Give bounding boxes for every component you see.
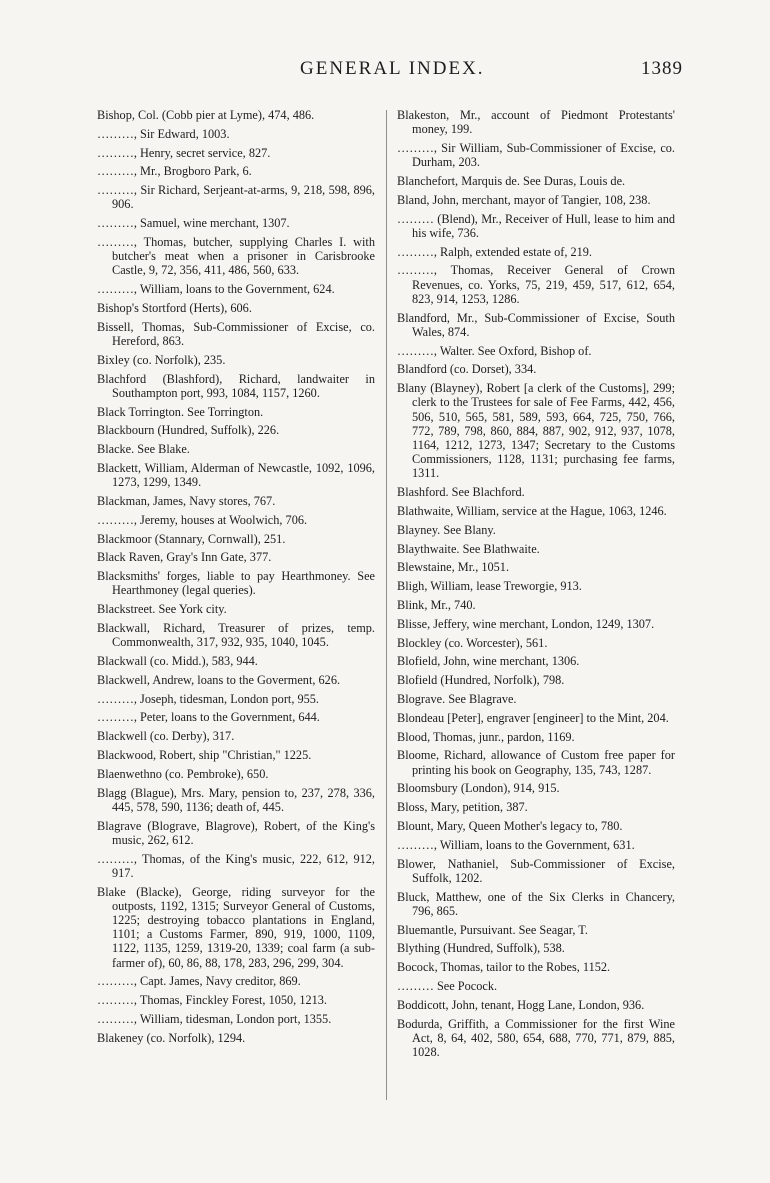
index-entry: ………, Ralph, extended estate of, 219. xyxy=(397,244,592,259)
index-entry: ………, Jeremy, houses at Woolwich, 706. xyxy=(97,512,308,527)
index-entry: Bligh, William, lease Treworgie, 913. xyxy=(397,579,582,594)
index-entry: ………, Sir Edward, 1003. xyxy=(97,126,230,141)
index-entry: ………, Thomas, Finckley Forest, 1050, 1213. xyxy=(97,993,327,1008)
index-entry: Blashford. See Blachford. xyxy=(397,485,525,500)
index-column-right xyxy=(397,108,675,1064)
index-entry: Blofield (Hundred, Norfolk), 798. xyxy=(397,673,565,688)
index-entry: Bixley (co. Norfolk), 235. xyxy=(97,352,226,367)
index-entry: Bocock, Thomas, tailor to the Robes, 1152. xyxy=(397,960,611,975)
index-entry: Blaenwethno (co. Pembroke), 650. xyxy=(97,766,269,781)
column-divider xyxy=(386,110,387,1100)
index-entry: Blood, Thomas, junr., pardon, 1169. xyxy=(397,729,575,744)
index-entry: Bloomsbury (London), 914, 915. xyxy=(397,781,560,796)
index-entry: Bloome, Richard, allowance of Custom free paper for printing his book on Geography, 135, 743, 1287. xyxy=(397,748,675,777)
index-entry: Blondeau [Peter], engraver [engineer] to the Mint, 204. xyxy=(397,710,669,725)
index-entry: Blagg (Blague), Mrs. Mary, pension to, 237, 278, 336, 445, 578, 590, 1136; death of, 445. xyxy=(97,785,375,814)
index-entry: Blink, Mr., 740. xyxy=(397,597,476,612)
page-header xyxy=(0,58,770,88)
index-entry: ……… See Pocock. xyxy=(397,978,498,993)
index-entry: Boddicott, John, tenant, Hogg Lane, London, 936. xyxy=(397,997,645,1012)
index-entry: ………, Walter. See Oxford, Bishop of. xyxy=(397,343,592,358)
index-entry: Bloss, Mary, petition, 387. xyxy=(397,800,528,815)
index-entry: Blograve. See Blagrave. xyxy=(397,691,517,706)
index-entry: ………, Samuel, wine merchant, 1307. xyxy=(97,216,290,231)
index-entry: Bishop, Col. (Cobb pier at Lyme), 474, 486. xyxy=(97,108,315,122)
index-entry: ………, Henry, secret service, 827. xyxy=(97,145,271,160)
index-column-left xyxy=(97,108,375,1050)
index-entry: Black Torrington. See Torrington. xyxy=(97,404,264,419)
index-entry: Blount, Mary, Queen Mother's legacy to, 780. xyxy=(397,818,623,833)
index-entry: Bland, John, merchant, mayor of Tangier, 108, 238. xyxy=(397,192,651,207)
index-entry: Bluck, Matthew, one of the Six Clerks in Chancery, 796, 865. xyxy=(397,889,675,918)
index-entry: Blandford (co. Dorset), 334. xyxy=(397,362,537,377)
index-entry: Blackwell (co. Derby), 317. xyxy=(97,729,235,744)
index-entry: Blakeney (co. Norfolk), 1294. xyxy=(97,1030,246,1045)
index-entry: Bissell, Thomas, Sub-Commissioner of Excise, co. Hereford, 863. xyxy=(97,319,375,348)
index-entry: Blewstaine, Mr., 1051. xyxy=(397,560,510,575)
index-entry: Blackwall (co. Midd.), 583, 944. xyxy=(97,653,258,668)
index-entry: Blandford, Mr., Sub-Commissioner of Excise, South Wales, 874. xyxy=(397,310,675,339)
index-entry: Blake (Blacke), George, riding surveyor for the outposts, 1192, 1315; Surveyor General of Customs, 1225; destroying tobacco plantations in England, 1101; a Customs Farmer, 890, 919, 1000, 1109, 1122, 1135, 1259, 1319-20, 1339; coal farm (a sub-farmer of), 60, 86, 88, 178, 283, 296, 299, 304. xyxy=(97,884,375,970)
index-entry: ………, Thomas, Receiver General of Crown Revenues, co. Yorks, 75, 219, 459, 517, 612, 654, 823, 914, 1253, 1286. xyxy=(397,263,675,306)
page-title: GENERAL INDEX. xyxy=(300,58,485,79)
index-entry: Blanchefort, Marquis de. See Duras, Louis de. xyxy=(397,174,626,188)
index-entry: ………, Sir Richard, Serjeant-at-arms, 9, 218, 598, 896, 906. xyxy=(97,183,375,212)
index-entry: ………, Thomas, of the King's music, 222, 612, 912, 917. xyxy=(97,851,375,880)
index-entry: ………, Peter, loans to the Government, 644. xyxy=(97,710,320,725)
index-entry: Blackwall, Richard, Treasurer of prizes, temp. Commonwealth, 317, 932, 935, 1040, 1045. xyxy=(97,620,375,650)
index-entry: ………, Capt. James, Navy creditor, 869. xyxy=(97,974,301,989)
index-entry: Blachford (Blashford), Richard, landwaiter in Southampton port, 993, 1084, 1157, 1260. xyxy=(97,371,375,400)
index-entry: ………, Sir William, Sub-Commissioner of Excise, co. Durham, 203. xyxy=(397,141,675,170)
index-entry: Bodurda, Griffith, a Commissioner for the first Wine Act, 8, 64, 402, 580, 654, 688, 770, 771, 879, 885, 1028. xyxy=(397,1016,675,1059)
index-entry: Black Raven, Gray's Inn Gate, 377. xyxy=(97,550,272,565)
index-entry: Blany (Blayney), Robert [a clerk of the Customs], 299; clerk to the Trustees for sale of Fee Farms, 442, 456, 506, 510, 565, 581, 589, 593, 664, 725, 750, 766, 772, 789, 798, 860, 884, 887, 902, 912, 937, 1078, 1164, 1212, 1273, 1347; Secretary to the Customs Commissioners, 1128, 1131; purchasing fee farms, 1311. xyxy=(397,381,675,481)
index-entry: Blackstreet. See York city. xyxy=(97,602,227,617)
index-entry: ………, Thomas, butcher, supplying Charles I. with butcher's meat when a prisoner in Carisbrooke Castle, 9, 72, 356, 411, 486, 560, 633. xyxy=(97,234,375,278)
index-entry: Blofield, John, wine merchant, 1306. xyxy=(397,654,580,669)
index-entry: Blagrave (Blograve, Blagrove), Robert, of the King's music, 262, 612. xyxy=(97,818,375,847)
index-entry: ………, William, loans to the Government, 624. xyxy=(97,282,335,297)
index-entry: Blacke. See Blake. xyxy=(97,442,190,457)
index-entry: Blackwell, Andrew, loans to the Goverment, 626. xyxy=(97,672,341,687)
index-entry: Blathwaite, William, service at the Hague, 1063, 1246. xyxy=(397,504,667,518)
index-entry: Blything (Hundred, Suffolk), 538. xyxy=(397,941,565,956)
index-entry: ………, William, tidesman, London port, 1355. xyxy=(97,1011,332,1026)
index-entry: Bishop's Stortford (Herts), 606. xyxy=(97,300,252,315)
index-entry: Blockley (co. Worcester), 561. xyxy=(397,635,548,650)
index-entry: Blakeston, Mr., account of Piedmont Protestants' money, 199. xyxy=(397,108,675,137)
index-entry: Blackbourn (Hundred, Suffolk), 226. xyxy=(97,423,280,438)
index-entry: Blayney. See Blany. xyxy=(397,522,496,537)
index-entry: ………, William, loans to the Government, 631. xyxy=(397,837,635,852)
index-entry: Blackwood, Robert, ship "Christian," 1225. xyxy=(97,747,312,762)
index-entry: ……… (Blend), Mr., Receiver of Hull, lease to him and his wife, 736. xyxy=(397,211,675,240)
index-entry: Blaythwaite. See Blathwaite. xyxy=(397,541,540,556)
index-entry: Blower, Nathaniel, Sub-Commissioner of Excise, Suffolk, 1202. xyxy=(397,856,675,885)
index-entry: Blackmoor (Stannary, Cornwall), 251. xyxy=(97,531,286,546)
index-entry: Blackett, William, Alderman of Newcastle, 1092, 1096, 1273, 1299, 1349. xyxy=(97,460,375,490)
index-entry: ………, Joseph, tidesman, London port, 955. xyxy=(97,691,320,706)
index-entry: Blacksmiths' forges, liable to pay Hearthmoney. See Hearthmoney (legal queries). xyxy=(97,569,375,598)
index-entry: ………, Mr., Brogboro Park, 6. xyxy=(97,164,252,179)
index-entry: Blackman, James, Navy stores, 767. xyxy=(97,493,276,508)
index-entry: Blisse, Jeffery, wine merchant, London, 1249, 1307. xyxy=(397,616,655,631)
index-entry: Bluemantle, Pursuivant. See Seagar, T. xyxy=(397,922,588,937)
page-number: 1389 xyxy=(641,58,683,79)
